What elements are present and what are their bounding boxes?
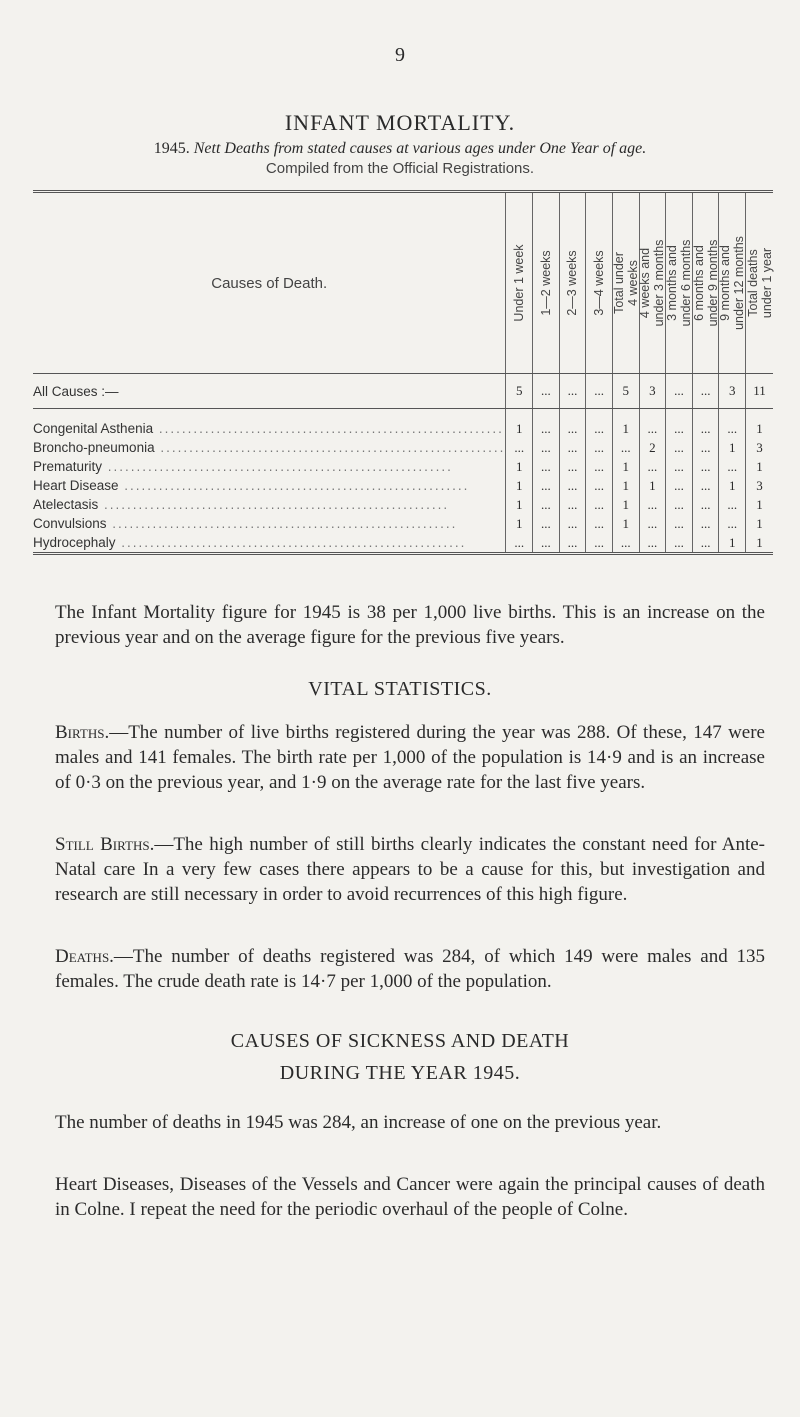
subtitle-text: Nett Deaths from stated causes at various ages under One Year of age. [193, 140, 647, 157]
table-cell: ... [559, 533, 586, 554]
cause-name: Prematurity ............................................................ [33, 459, 453, 474]
table-cell: ... [612, 438, 639, 457]
col-header-line: under 1 year [759, 247, 774, 319]
table-cell: ... [639, 514, 666, 533]
table-cell: ... [586, 495, 613, 514]
subtitle-year: 1945. [153, 140, 190, 157]
table-row [33, 476, 773, 495]
table-cell: ... [719, 514, 746, 533]
table-cell: ... [559, 476, 586, 495]
dot-leader: ............................................................ [106, 516, 458, 531]
table-cell: ... [692, 533, 719, 554]
col-header-total-under-1-year [746, 192, 773, 374]
cause-name: Hydrocephaly ............................................................ [33, 533, 506, 554]
table-cell: 1 [506, 476, 533, 495]
col-header-line: 4 weeks and [638, 247, 653, 319]
table-cell: ... [559, 419, 586, 438]
still-births-paragraph [55, 832, 765, 907]
table-cell: ... [586, 476, 613, 495]
cause-name: Convulsions ............................................................ [33, 516, 458, 531]
table-cell: ... [586, 438, 613, 457]
deaths-paragraph [55, 944, 765, 994]
births-text: —The number of live births registered during the year was 288. Of these, 147 were males and 141 females. The birth rate per 1,000 of the population is 14·9 and is an increase of 0·3 on the previous year, and 1·9 on the average rate for the last five years. [55, 722, 765, 793]
table-cell: ... [692, 457, 719, 476]
table-row [33, 514, 773, 533]
table-cell: ... [666, 495, 693, 514]
col-header-line: under 9 months [705, 239, 720, 327]
col-header-line: 1—2 weeks [538, 250, 553, 316]
table-cell: ... [586, 533, 613, 554]
table-header-row [33, 192, 773, 374]
table-row [33, 438, 773, 457]
table-cell: 1 [506, 495, 533, 514]
col-header-line: Total deaths [745, 249, 760, 317]
table-subtitle [0, 140, 800, 158]
col-header-line: 3—4 weeks [592, 250, 607, 316]
col-header-4w-3m [639, 192, 666, 374]
col-header-line: 3 months and [664, 245, 679, 321]
table-row [33, 419, 773, 438]
table-cell: 3 [746, 438, 773, 457]
table-cell: ... [533, 457, 560, 476]
table-cell: ... [533, 419, 560, 438]
dot-leader: ............................................................ [115, 535, 467, 550]
table-cell: ... [639, 419, 666, 438]
table-cell: ... [692, 438, 719, 457]
table-cell: 5 [506, 374, 533, 409]
causes-paragraph-1: The number of deaths in 1945 was 284, an increase of one on the previous year. [55, 1112, 662, 1133]
table-cell: 1 [746, 419, 773, 438]
table-cell: ... [719, 495, 746, 514]
table-cell: ... [666, 438, 693, 457]
table-cell: ... [719, 419, 746, 438]
col-header-3m-6m [666, 192, 693, 374]
table-cell: 1 [506, 457, 533, 476]
col-header-line: 9 months and [718, 245, 733, 321]
still-births-text: —The high number of still births clearly indicates the constant need for Ante-Natal care In a very few cases there appears to be a cause for this, but investigation and research are still necessary in order to avoid recurrences of this high figure. [55, 834, 766, 905]
table-cell: ... [666, 457, 693, 476]
infant-mortality-paragraph: The Infant Mortality figure for 1945 is 38 per 1,000 live births. This is an increase on the previous year and on the average figure for the previous five years. [55, 602, 765, 648]
cause-name: Congenital Asthenia ............................................................ [33, 421, 504, 436]
col-header-2-3-weeks [559, 192, 586, 374]
table-cell: 1 [612, 457, 639, 476]
table-cell: 1 [612, 476, 639, 495]
table-row [33, 495, 773, 514]
col-header-line: 4 weeks [625, 260, 640, 306]
col-header-line: under 12 months [732, 236, 747, 330]
deaths-lead: Deaths. [55, 946, 114, 967]
table-cell: ... [612, 533, 639, 554]
table-cell: ... [533, 476, 560, 495]
table-cell: 3 [746, 476, 773, 495]
table-cell: ... [666, 533, 693, 554]
table-cell: ... [692, 476, 719, 495]
table-cell: 3 [719, 374, 746, 409]
cause-name: Atelectasis ............................................................ [33, 497, 450, 512]
table-spacer-row [33, 409, 773, 420]
vital-statistics-heading: VITAL STATISTICS. [308, 678, 492, 700]
all-causes-label: All Causes :— [33, 374, 506, 409]
table-cell: ... [719, 457, 746, 476]
col-header-under-1-week [506, 192, 533, 374]
table-cell: ... [666, 476, 693, 495]
dot-leader: ............................................................ [102, 459, 453, 474]
page-title: INFANT MORTALITY. [284, 110, 516, 135]
table-cell: 1 [719, 476, 746, 495]
table-cell: 1 [506, 514, 533, 533]
table-cell: ... [533, 514, 560, 533]
col-header-line: under 6 months [678, 239, 693, 327]
table-cell: 1 [719, 533, 746, 554]
col-header-line: 2—3 weeks [565, 250, 580, 316]
table-cell: ... [586, 457, 613, 476]
dot-leader: ............................................................ [154, 440, 506, 455]
table-cell: ... [559, 438, 586, 457]
col-header-9m-12m [719, 192, 746, 374]
causes-of-death-header: Causes of Death. [33, 192, 506, 374]
page-number: 9 [395, 44, 405, 66]
table-cell: ... [559, 495, 586, 514]
compiled-note: Compiled from the Official Registrations. [265, 160, 535, 177]
table-cell: ... [586, 514, 613, 533]
table-cell: ... [692, 514, 719, 533]
table-cell: ... [639, 533, 666, 554]
table-cell: ... [533, 374, 560, 409]
table-cell: ... [692, 374, 719, 409]
table-cell: 1 [746, 457, 773, 476]
col-header-6m-9m [692, 192, 719, 374]
all-causes-row [33, 374, 773, 409]
births-lead: Births. [55, 722, 110, 743]
table-cell: 1 [612, 419, 639, 438]
table-cell: ... [586, 374, 613, 409]
table-cell: 1 [612, 495, 639, 514]
table-cell: 3 [639, 374, 666, 409]
table-cell: ... [533, 438, 560, 457]
dot-leader: ............................................................ [153, 421, 504, 436]
table-cell: 1 [612, 514, 639, 533]
table-cell: 1 [719, 438, 746, 457]
cause-name: Heart Disease ............................................................ [33, 478, 470, 493]
col-header-3-4-weeks [586, 192, 613, 374]
table-cell: 5 [612, 374, 639, 409]
infant-mortality-table [33, 190, 773, 555]
table-cell: ... [559, 457, 586, 476]
table-cell: 1 [746, 495, 773, 514]
table-cell: 1 [506, 419, 533, 438]
table-cell: ... [506, 533, 533, 554]
cause-rows [33, 419, 773, 554]
table-cell: ... [666, 419, 693, 438]
dot-leader: ............................................................ [118, 478, 470, 493]
table-cell: ... [666, 514, 693, 533]
table-cell: ... [692, 419, 719, 438]
table-cell: 1 [639, 476, 666, 495]
deaths-text: —The number of deaths registered was 284, of which 149 were males and 135 females. The crude death rate is 14·7 per 1,000 of the population. [55, 946, 765, 992]
col-header-line: 6 months and [691, 245, 706, 321]
table-cell: ... [639, 457, 666, 476]
table-cell: ... [506, 438, 533, 457]
still-births-lead: Still Births. [55, 834, 155, 855]
col-header-line: under 3 months [652, 239, 667, 327]
table-cell: 1 [746, 533, 773, 554]
table-cell: 2 [639, 438, 666, 457]
table-cell: ... [533, 495, 560, 514]
col-header-total-under-4-weeks [612, 192, 639, 374]
table-row [33, 533, 773, 554]
table-cell: ... [639, 495, 666, 514]
table-cell: ... [559, 514, 586, 533]
table-cell: ... [559, 374, 586, 409]
table-cell: ... [533, 533, 560, 554]
table-cell: 11 [746, 374, 773, 409]
table-cell: 1 [746, 514, 773, 533]
col-header-line: Total under [611, 252, 626, 314]
table-row [33, 457, 773, 476]
births-paragraph [55, 720, 765, 795]
cause-name: Broncho-pneumonia ............................................................ [33, 440, 506, 455]
causes-paragraph-2: Heart Diseases, Diseases of the Vessels and Cancer were again the principal causes of death in Colne. I repeat the need for the periodic overhaul of the people of Colne. [55, 1174, 765, 1220]
dot-leader: ............................................................ [98, 497, 450, 512]
table-cell: ... [666, 374, 693, 409]
table-cell: ... [692, 495, 719, 514]
causes-heading-line2: DURING THE YEAR 1945. [279, 1062, 521, 1084]
causes-heading-line1: CAUSES OF SICKNESS AND DEATH [230, 1030, 570, 1052]
col-header-line: Under 1 week [512, 244, 527, 322]
col-header-1-2-weeks [533, 192, 560, 374]
table-cell: ... [586, 419, 613, 438]
